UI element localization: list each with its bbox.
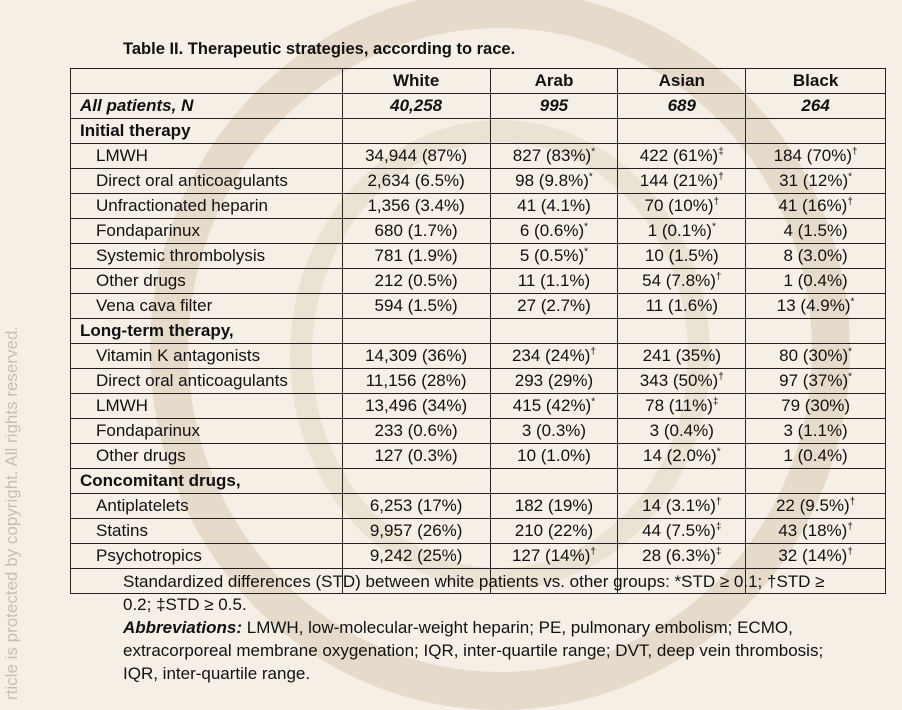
row-label: Vitamin K antagonists bbox=[71, 344, 343, 369]
table-row bbox=[71, 244, 886, 269]
black-cell-significance-mark: * bbox=[848, 171, 853, 183]
section-row bbox=[71, 469, 886, 494]
table-row bbox=[71, 394, 886, 419]
arab-cell bbox=[490, 444, 618, 469]
asian-cell-value: 44 (7.5%) bbox=[642, 521, 716, 540]
asian-cell-value: 54 (7.8%) bbox=[642, 271, 716, 290]
row-label: Other drugs bbox=[71, 269, 343, 294]
abbreviations-footnote bbox=[123, 616, 843, 685]
empty-cell bbox=[490, 119, 618, 144]
asian-cell bbox=[618, 294, 746, 319]
header-arab: Arab bbox=[490, 69, 618, 94]
white-value: 1,356 (3.4%) bbox=[342, 194, 490, 219]
arab-cell bbox=[490, 194, 618, 219]
row-label: Fondaparinux bbox=[71, 219, 343, 244]
asian-cell bbox=[618, 394, 746, 419]
asian-cell bbox=[618, 169, 746, 194]
empty-cell bbox=[342, 319, 490, 344]
arab-cell bbox=[490, 294, 618, 319]
black-cell bbox=[746, 219, 886, 244]
black-cell-value: 8 (3.0%) bbox=[783, 246, 848, 265]
empty-cell bbox=[342, 469, 490, 494]
asian-cell-significance-mark: ‡ bbox=[715, 546, 722, 558]
arab-cell-value: 10 (1.0%) bbox=[517, 446, 591, 465]
asian-cell-significance-mark: * bbox=[716, 446, 721, 458]
black-cell-significance-mark: † bbox=[847, 521, 853, 533]
row-label: Direct oral anticoagulants bbox=[71, 369, 343, 394]
white-value: 2,634 (6.5%) bbox=[342, 169, 490, 194]
row-label: Fondaparinux bbox=[71, 419, 343, 444]
black-cell bbox=[746, 144, 886, 169]
white-value: 594 (1.5%) bbox=[342, 294, 490, 319]
section-row bbox=[71, 119, 886, 144]
black-cell-significance-mark: † bbox=[849, 496, 856, 508]
asian-cell-value: 70 (10%) bbox=[644, 196, 714, 215]
row-label: LMWH bbox=[71, 394, 343, 419]
table-row bbox=[71, 294, 886, 319]
section-label: Initial therapy bbox=[71, 119, 343, 144]
asian-cell-value: 3 (0.4%) bbox=[649, 421, 714, 440]
arab-cell bbox=[490, 169, 618, 194]
arab-cell-value: 293 (29%) bbox=[514, 371, 594, 390]
arab-cell-significance-mark: * bbox=[584, 221, 589, 233]
black-cell-value: 32 (14%) bbox=[778, 546, 848, 565]
table-row bbox=[71, 344, 886, 369]
asian-cell-significance-mark: † bbox=[718, 371, 724, 383]
arab-cell-value: 6 (0.6%) bbox=[519, 221, 585, 240]
copyright-watermark-text: rticle is protected by copyright. All rights reserved. bbox=[2, 325, 21, 700]
asian-cell bbox=[618, 419, 746, 444]
white-value: 781 (1.9%) bbox=[342, 244, 490, 269]
all-patients-white: 40,258 bbox=[342, 94, 490, 119]
black-cell-value: 79 (30%) bbox=[781, 396, 851, 415]
section-label: Concomitant drugs, bbox=[71, 469, 343, 494]
arab-cell bbox=[490, 269, 618, 294]
black-cell bbox=[746, 519, 886, 544]
black-cell bbox=[746, 369, 886, 394]
black-cell-significance-mark: † bbox=[852, 146, 858, 158]
black-cell-value: 41 (16%) bbox=[778, 196, 848, 215]
asian-cell-value: 11 (1.6%) bbox=[645, 296, 719, 315]
black-cell-significance-mark: * bbox=[848, 346, 853, 358]
table-body bbox=[71, 119, 886, 594]
asian-cell bbox=[618, 544, 746, 569]
asian-cell-value: 28 (6.3%) bbox=[642, 546, 716, 565]
white-value: 127 (0.3%) bbox=[342, 444, 490, 469]
arab-cell-significance-mark: † bbox=[590, 346, 596, 358]
asian-cell bbox=[618, 494, 746, 519]
arab-cell-value: 98 (9.8%) bbox=[515, 171, 589, 190]
table-row bbox=[71, 519, 886, 544]
arab-cell-value: 827 (83%) bbox=[512, 146, 592, 165]
black-cell bbox=[746, 494, 886, 519]
arab-cell-value: 415 (42%) bbox=[512, 396, 592, 415]
arab-cell bbox=[490, 494, 618, 519]
empty-cell bbox=[746, 319, 886, 344]
arab-cell-value: 3 (0.3%) bbox=[521, 421, 587, 440]
row-label: Psychotropics bbox=[71, 544, 343, 569]
section-label: Long-term therapy, bbox=[71, 319, 343, 344]
asian-cell-significance-mark: ‡ bbox=[712, 396, 719, 408]
asian-cell-value: 241 (35%) bbox=[642, 346, 721, 365]
black-cell bbox=[746, 194, 886, 219]
header-asian: Asian bbox=[618, 69, 746, 94]
black-cell-significance-mark: * bbox=[848, 371, 853, 383]
black-cell-value: 43 (18%) bbox=[778, 521, 848, 540]
arab-cell bbox=[490, 219, 618, 244]
row-label: Systemic thrombolysis bbox=[71, 244, 343, 269]
section-row bbox=[71, 319, 886, 344]
empty-cell bbox=[618, 119, 746, 144]
arab-cell bbox=[490, 244, 618, 269]
arab-cell bbox=[490, 369, 618, 394]
white-value: 14,309 (36%) bbox=[342, 344, 490, 369]
table-row bbox=[71, 544, 886, 569]
arab-cell-significance-mark: * bbox=[591, 146, 596, 158]
black-cell-value: 1 (0.4%) bbox=[783, 271, 848, 290]
asian-cell-value: 14 (2.0%) bbox=[642, 446, 717, 465]
black-cell-value: 31 (12%) bbox=[779, 171, 849, 190]
table-row bbox=[71, 444, 886, 469]
header-black: Black bbox=[746, 69, 886, 94]
white-value: 680 (1.7%) bbox=[342, 219, 490, 244]
asian-cell-value: 144 (21%) bbox=[639, 171, 719, 190]
asian-cell bbox=[618, 219, 746, 244]
black-cell bbox=[746, 344, 886, 369]
row-label: LMWH bbox=[71, 144, 343, 169]
black-cell-value: 22 (9.5%) bbox=[775, 496, 850, 515]
black-cell bbox=[746, 294, 886, 319]
arab-cell bbox=[490, 519, 618, 544]
black-cell bbox=[746, 419, 886, 444]
white-value: 6,253 (17%) bbox=[342, 494, 490, 519]
all-patients-asian: 689 bbox=[618, 94, 746, 119]
asian-cell bbox=[618, 244, 746, 269]
table-notes bbox=[123, 570, 843, 685]
table-title: Table II. Therapeutic strategies, according to race. bbox=[123, 40, 516, 58]
header-empty bbox=[71, 69, 343, 94]
asian-cell-significance-mark: † bbox=[713, 196, 720, 208]
empty-cell bbox=[746, 119, 886, 144]
empty-cell bbox=[618, 319, 746, 344]
black-cell-value: 80 (30%) bbox=[779, 346, 849, 365]
arab-cell bbox=[490, 144, 618, 169]
white-value: 233 (0.6%) bbox=[342, 419, 490, 444]
empty-cell bbox=[342, 119, 490, 144]
white-value: 13,496 (34%) bbox=[342, 394, 490, 419]
black-cell-value: 3 (1.1%) bbox=[783, 421, 848, 440]
white-value: 34,944 (87%) bbox=[342, 144, 490, 169]
table-row bbox=[71, 219, 886, 244]
asian-cell-value: 1 (0.1%) bbox=[647, 221, 712, 240]
header-row bbox=[71, 69, 886, 94]
arab-cell-value: 11 (1.1%) bbox=[517, 271, 591, 290]
table-row bbox=[71, 169, 886, 194]
arab-cell-value: 27 (2.7%) bbox=[517, 296, 591, 315]
empty-cell bbox=[490, 469, 618, 494]
arab-cell bbox=[490, 394, 618, 419]
asian-cell-significance-mark: † bbox=[718, 171, 724, 183]
arab-cell-significance-mark: * bbox=[584, 246, 589, 258]
black-cell-value: 184 (70%) bbox=[773, 146, 853, 165]
table-row bbox=[71, 269, 886, 294]
abbreviations-label: Abbreviations: bbox=[123, 618, 243, 637]
arab-cell bbox=[490, 344, 618, 369]
asian-cell bbox=[618, 519, 746, 544]
arab-cell-significance-mark: * bbox=[591, 396, 596, 408]
header-white: White bbox=[342, 69, 490, 94]
asian-cell bbox=[618, 269, 746, 294]
table-row bbox=[71, 494, 886, 519]
arab-cell-value: 182 (19%) bbox=[514, 496, 594, 515]
asian-cell bbox=[618, 194, 746, 219]
row-label: Other drugs bbox=[71, 444, 343, 469]
empty-cell bbox=[490, 319, 618, 344]
black-cell bbox=[746, 544, 886, 569]
therapy-table bbox=[70, 68, 886, 594]
arab-cell-value: 210 (22%) bbox=[514, 521, 594, 540]
asian-cell-significance-mark: † bbox=[715, 271, 722, 283]
black-cell bbox=[746, 169, 886, 194]
asian-cell-significance-mark: * bbox=[711, 221, 716, 233]
all-patients-black: 264 bbox=[746, 94, 886, 119]
black-cell-value: 4 (1.5%) bbox=[783, 221, 848, 240]
white-value: 212 (0.5%) bbox=[342, 269, 490, 294]
table-row bbox=[71, 144, 886, 169]
black-cell bbox=[746, 269, 886, 294]
row-label: Unfractionated heparin bbox=[71, 194, 343, 219]
asian-cell-significance-mark: † bbox=[715, 496, 722, 508]
all-patients-row bbox=[71, 94, 886, 119]
black-cell bbox=[746, 394, 886, 419]
arab-cell-significance-mark: † bbox=[590, 546, 596, 558]
empty-cell bbox=[746, 469, 886, 494]
white-value: 9,242 (25%) bbox=[342, 544, 490, 569]
asian-cell-significance-mark: ‡ bbox=[718, 146, 724, 158]
black-cell-value: 97 (37%) bbox=[779, 371, 849, 390]
asian-cell-value: 343 (50%) bbox=[639, 371, 719, 390]
arab-cell bbox=[490, 544, 618, 569]
arab-cell-value: 41 (4.1%) bbox=[517, 196, 591, 215]
black-cell bbox=[746, 244, 886, 269]
black-cell-significance-mark: † bbox=[847, 196, 853, 208]
asian-cell-value: 422 (61%) bbox=[639, 146, 719, 165]
arab-cell-value: 127 (14%) bbox=[511, 546, 591, 565]
row-label: Vena cava filter bbox=[71, 294, 343, 319]
all-patients-label: All patients, N bbox=[71, 94, 343, 119]
arab-cell-value: 5 (0.5%) bbox=[519, 246, 585, 265]
black-cell-value: 1 (0.4%) bbox=[783, 446, 848, 465]
asian-cell-significance-mark: ‡ bbox=[715, 521, 722, 533]
asian-cell bbox=[618, 144, 746, 169]
row-label: Direct oral anticoagulants bbox=[71, 169, 343, 194]
table-row bbox=[71, 369, 886, 394]
black-cell-significance-mark: * bbox=[850, 296, 855, 308]
row-label: Antiplatelets bbox=[71, 494, 343, 519]
black-cell-significance-mark: † bbox=[847, 546, 853, 558]
abbreviations-text: LMWH, low-molecular-weight heparin; PE, pulmonary embolism; ECMO, extracorporeal membrane oxygenation; IQR, inter-quartile range; DVT, deep vein thrombosis; IQR, inter-quartile range. bbox=[123, 618, 824, 683]
asian-cell-value: 10 (1.5%) bbox=[644, 246, 719, 265]
arab-cell-value: 234 (24%) bbox=[511, 346, 591, 365]
empty-cell bbox=[618, 469, 746, 494]
asian-cell bbox=[618, 444, 746, 469]
asian-cell-value: 78 (11%) bbox=[645, 396, 713, 415]
all-patients-arab: 995 bbox=[490, 94, 618, 119]
table-row bbox=[71, 194, 886, 219]
arab-cell bbox=[490, 419, 618, 444]
asian-cell bbox=[618, 344, 746, 369]
white-value: 9,957 (26%) bbox=[342, 519, 490, 544]
black-cell-value: 13 (4.9%) bbox=[776, 296, 851, 315]
arab-cell-significance-mark: * bbox=[588, 171, 593, 183]
std-footnote: Standardized differences (STD) between white patients vs. other groups: *STD ≥ 0.1; †STD ≥ 0.2; ‡STD ≥ 0.5. bbox=[123, 572, 825, 614]
asian-cell bbox=[618, 369, 746, 394]
asian-cell-value: 14 (3.1%) bbox=[642, 496, 716, 515]
table-row bbox=[71, 419, 886, 444]
row-label: Statins bbox=[71, 519, 343, 544]
white-value: 11,156 (28%) bbox=[342, 369, 490, 394]
black-cell bbox=[746, 444, 886, 469]
